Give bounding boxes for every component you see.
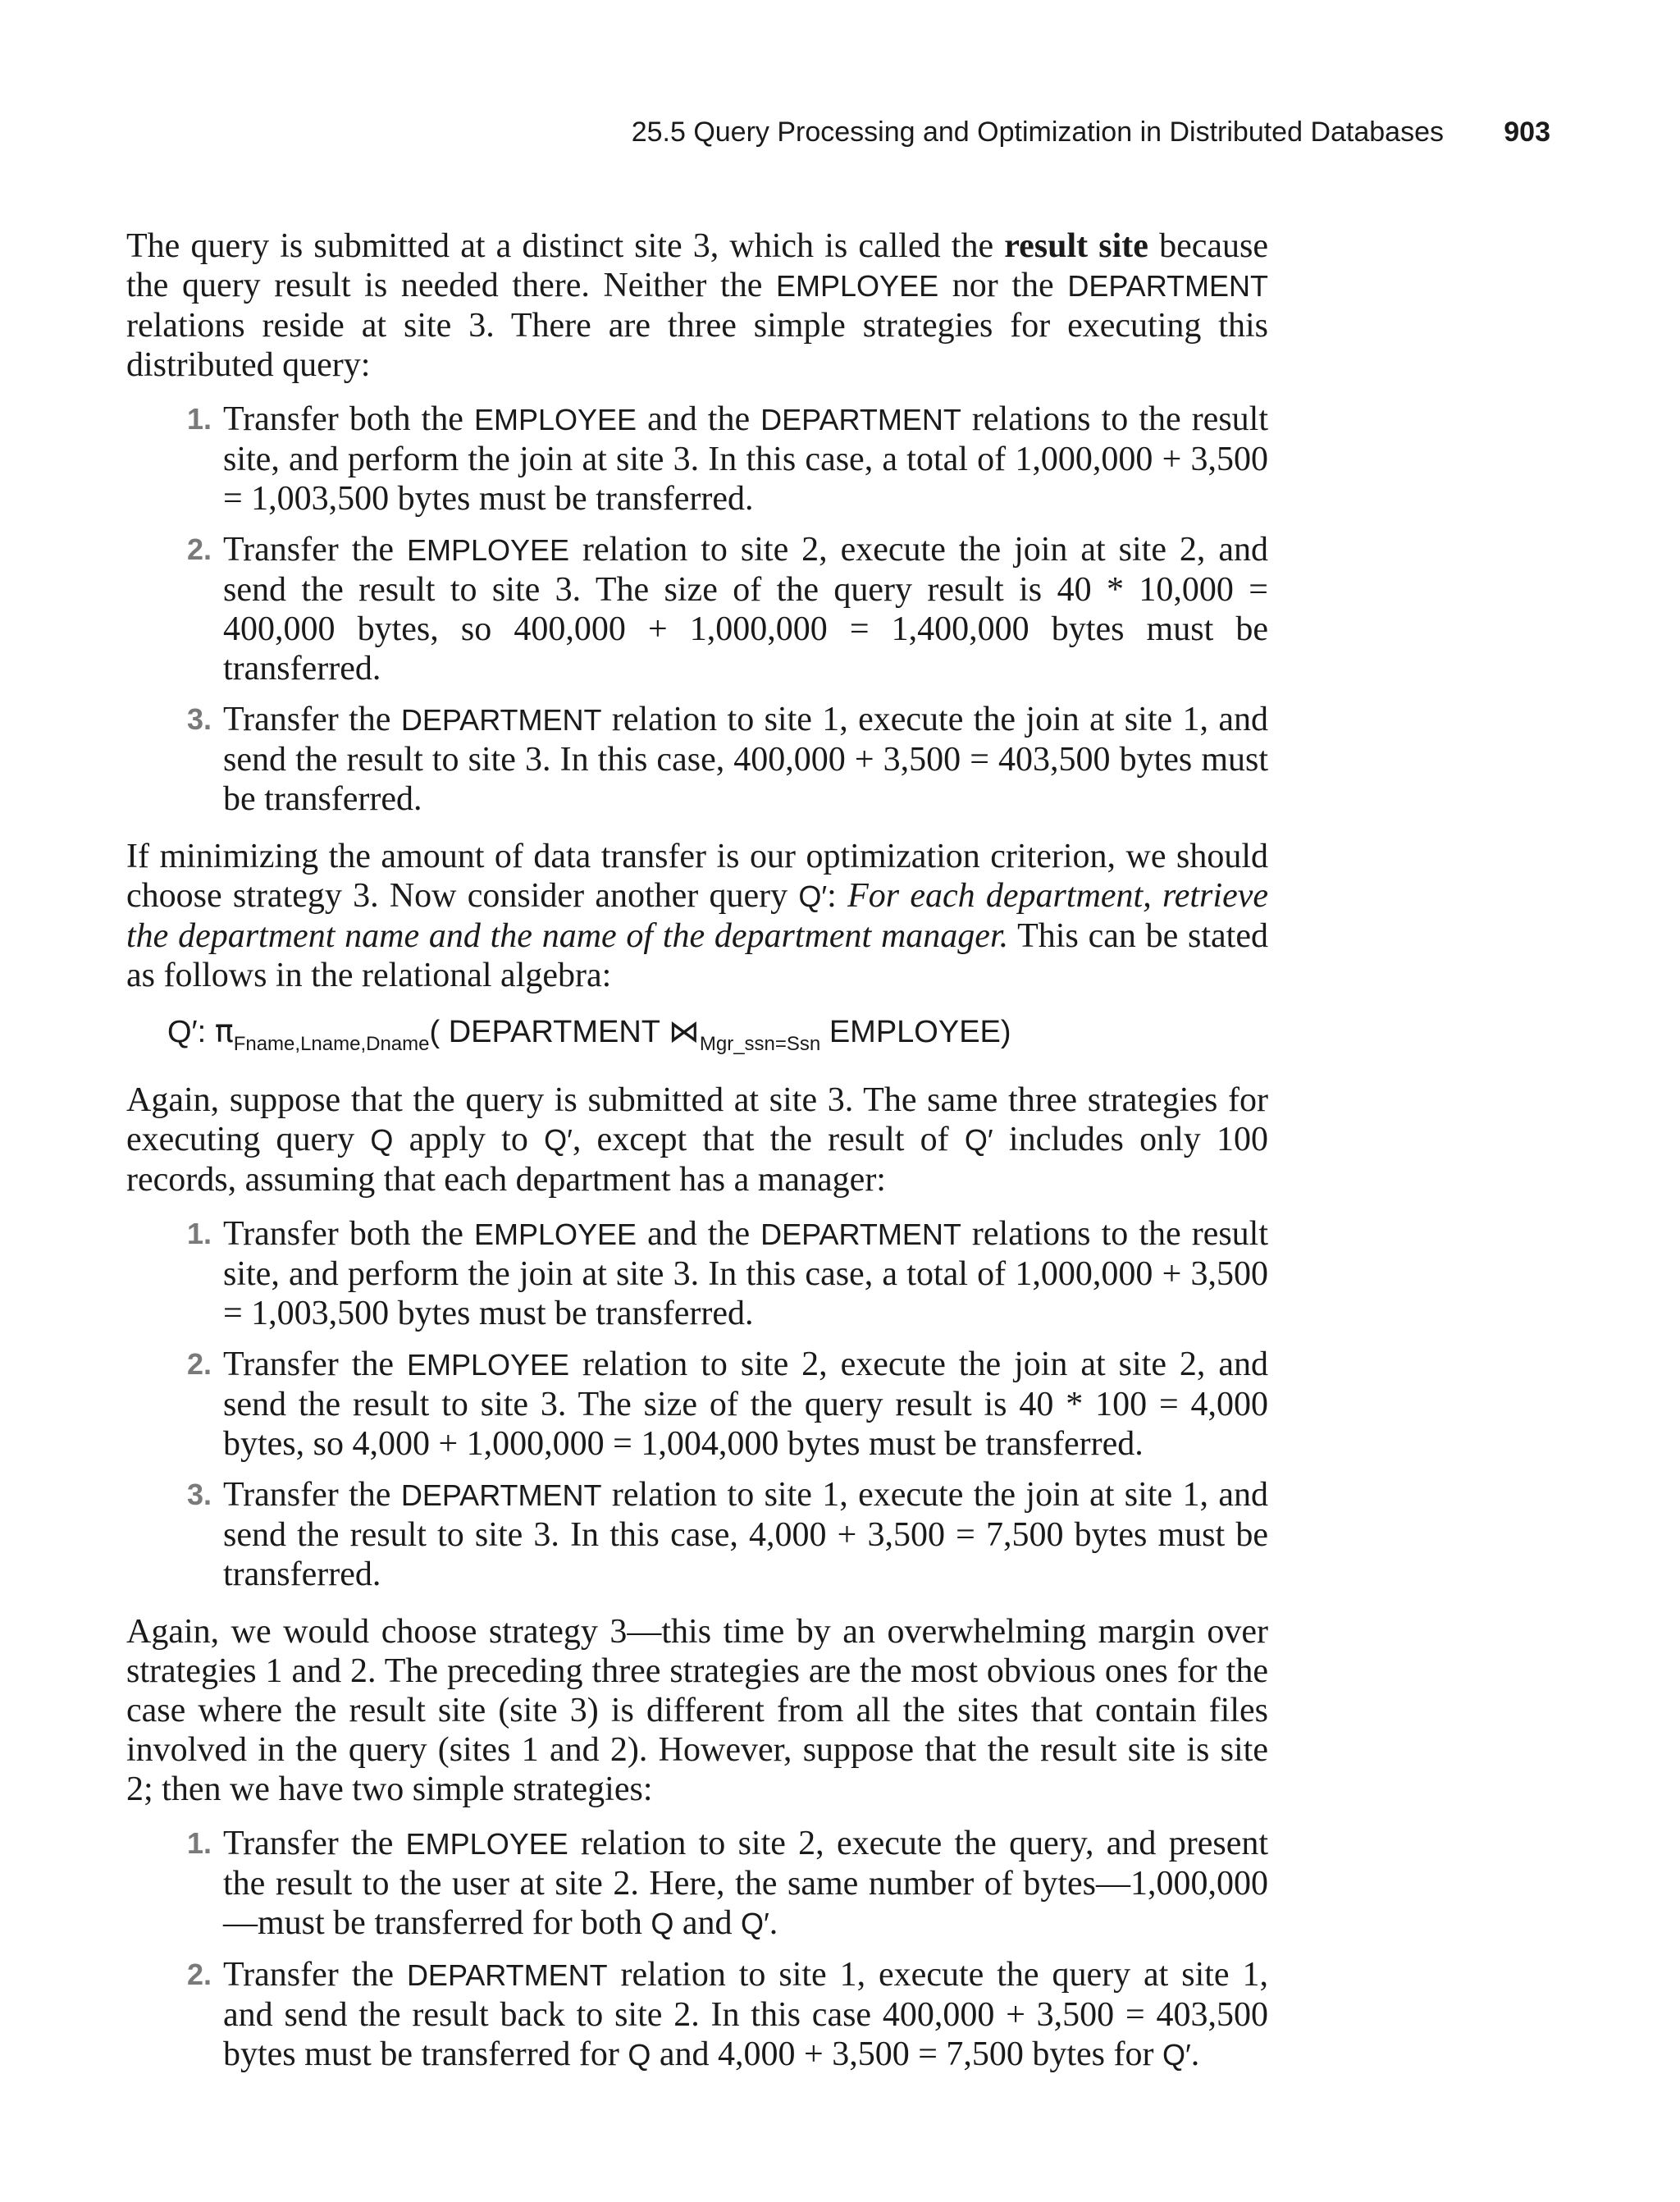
relation-name: EMPLOYEE bbox=[776, 269, 939, 303]
list-item: 1. Transfer both the EMPLOYEE and the DEPARTMENT relations to the result site, and perform the join at site 3. In this case, a total of 1,000,000 + 3,500 = 1,003,500 bytes must be transferred. bbox=[187, 400, 1268, 518]
paragraph-strategy-comparison: Again, we would choose strategy 3—this time by an overwhelming margin over strategies 1 and 2. The preceding three strategies are the most obvious ones for the case where the result site (site 3) is different from all the sites that contain files involved in the query (sites 1 and 2). However, suppose that the result site is site 2; then we have two simple strategies: bbox=[126, 1613, 1268, 1808]
list-item: 2. Transfer the EMPLOYEE relation to site 2, execute the join at site 2, and send the result to site 3. The size of the query result is 40 * 100 = 4,000 bytes, so 4,000 + 1,000,000 = 1,004,000 bytes must be transferred. bbox=[187, 1345, 1269, 1463]
list-item: 2. Transfer the EMPLOYEE relation to site 2, execute the join at site 2, and send the result to site 3. The size of the query result is 40 * 10,000 = 400,000 bytes, so 400,000 + 1,000,000 = 1,400,000 bytes must be transferred. bbox=[187, 531, 1269, 688]
page-number: 903 bbox=[1504, 116, 1550, 148]
list-item: 1. Transfer the EMPLOYEE relation to site 2, execute the query, and present the result to the user at site 2. Here, the same number of bytes—1,000,000—must be transferred for both Q and Q′. bbox=[187, 1825, 1269, 1942]
running-header bbox=[0, 116, 1550, 158]
relational-algebra-formula: Q′: $\pi_{Fname,Lname,Dname}$( DEPARTMENT $⋈_{Mgr\_ssn=Ssn}$ EMPLOYEE) bbox=[167, 1013, 1011, 1055]
projection-symbol: π bbox=[214, 1013, 234, 1049]
list-item: 3. Transfer the DEPARTMENT relation to site 1, execute the join at site 1, and send the result to site 3. In this case, 400,000 + 3,500 = 403,500 bytes must be transferred. bbox=[187, 701, 1269, 818]
list-item: 3. Transfer the DEPARTMENT relation to site 1, execute the join at site 1, and send the result to site 3. In this case, 4,000 + 3,500 = 7,500 bytes must be transferred. bbox=[187, 1476, 1269, 1593]
section-title: 25.5 Query Processing and Optimization in Distributed Databases bbox=[631, 116, 1444, 148]
list-item: 2. Transfer the DEPARTMENT relation to site 1, execute the query at site 1, and send the result back to site 2. In this case 400,000 + 3,500 = 403,500 bytes must be transferred for Q and 4,000 + 3,500 = 7,500 bytes for Q′. bbox=[187, 1956, 1268, 2073]
item-number: 2. bbox=[187, 532, 212, 566]
relation-name: DEPARTMENT bbox=[1067, 269, 1269, 303]
strategy-list-site-2 bbox=[126, 1824, 1268, 2075]
paragraph-result-site: The query is submitted at a distinct site 3, which is called the result site because the query result is needed there. Neither the EMPLOYEE nor the DEPARTMENT relations reside at site 3. There are three simple strategies for executing this distributed query: bbox=[126, 227, 1269, 384]
paragraph-again-site-3: Again, suppose that the query is submitted at site 3. The same three strategies for executing query Q apply to Q′, except that the result of Q′ includes only 100 records, assuming that each department has a manager: bbox=[126, 1081, 1269, 1199]
strategy-list-q bbox=[126, 400, 1268, 819]
item-number: 3. bbox=[187, 1478, 212, 1511]
item-number: 2. bbox=[187, 1347, 212, 1381]
paragraph-query-q-prime: If minimizing the amount of data transfer is our optimization criterion, we should choose strategy 3. Now consider another query Q′: For each department, retrieve the department name and the name of the department manager. This can be stated as follows in the relational algebra: bbox=[126, 838, 1269, 994]
join-symbol: ⋈ bbox=[668, 1013, 700, 1049]
item-number: 1. bbox=[187, 1217, 212, 1250]
item-number: 1. bbox=[187, 1826, 212, 1860]
item-number: 3. bbox=[187, 702, 212, 736]
strategy-list-q-prime bbox=[126, 1214, 1268, 1594]
term-result-site: result site bbox=[1004, 227, 1148, 265]
item-number: 2. bbox=[187, 1958, 212, 1991]
body-text bbox=[126, 226, 1268, 2093]
list-item: 1. Transfer both the EMPLOYEE and the DEPARTMENT relations to the result site, and perform the join at site 3. In this case, a total of 1,000,000 + 3,500 = 1,003,500 bytes must be transferred. bbox=[187, 1215, 1268, 1332]
item-number: 1. bbox=[187, 402, 212, 436]
